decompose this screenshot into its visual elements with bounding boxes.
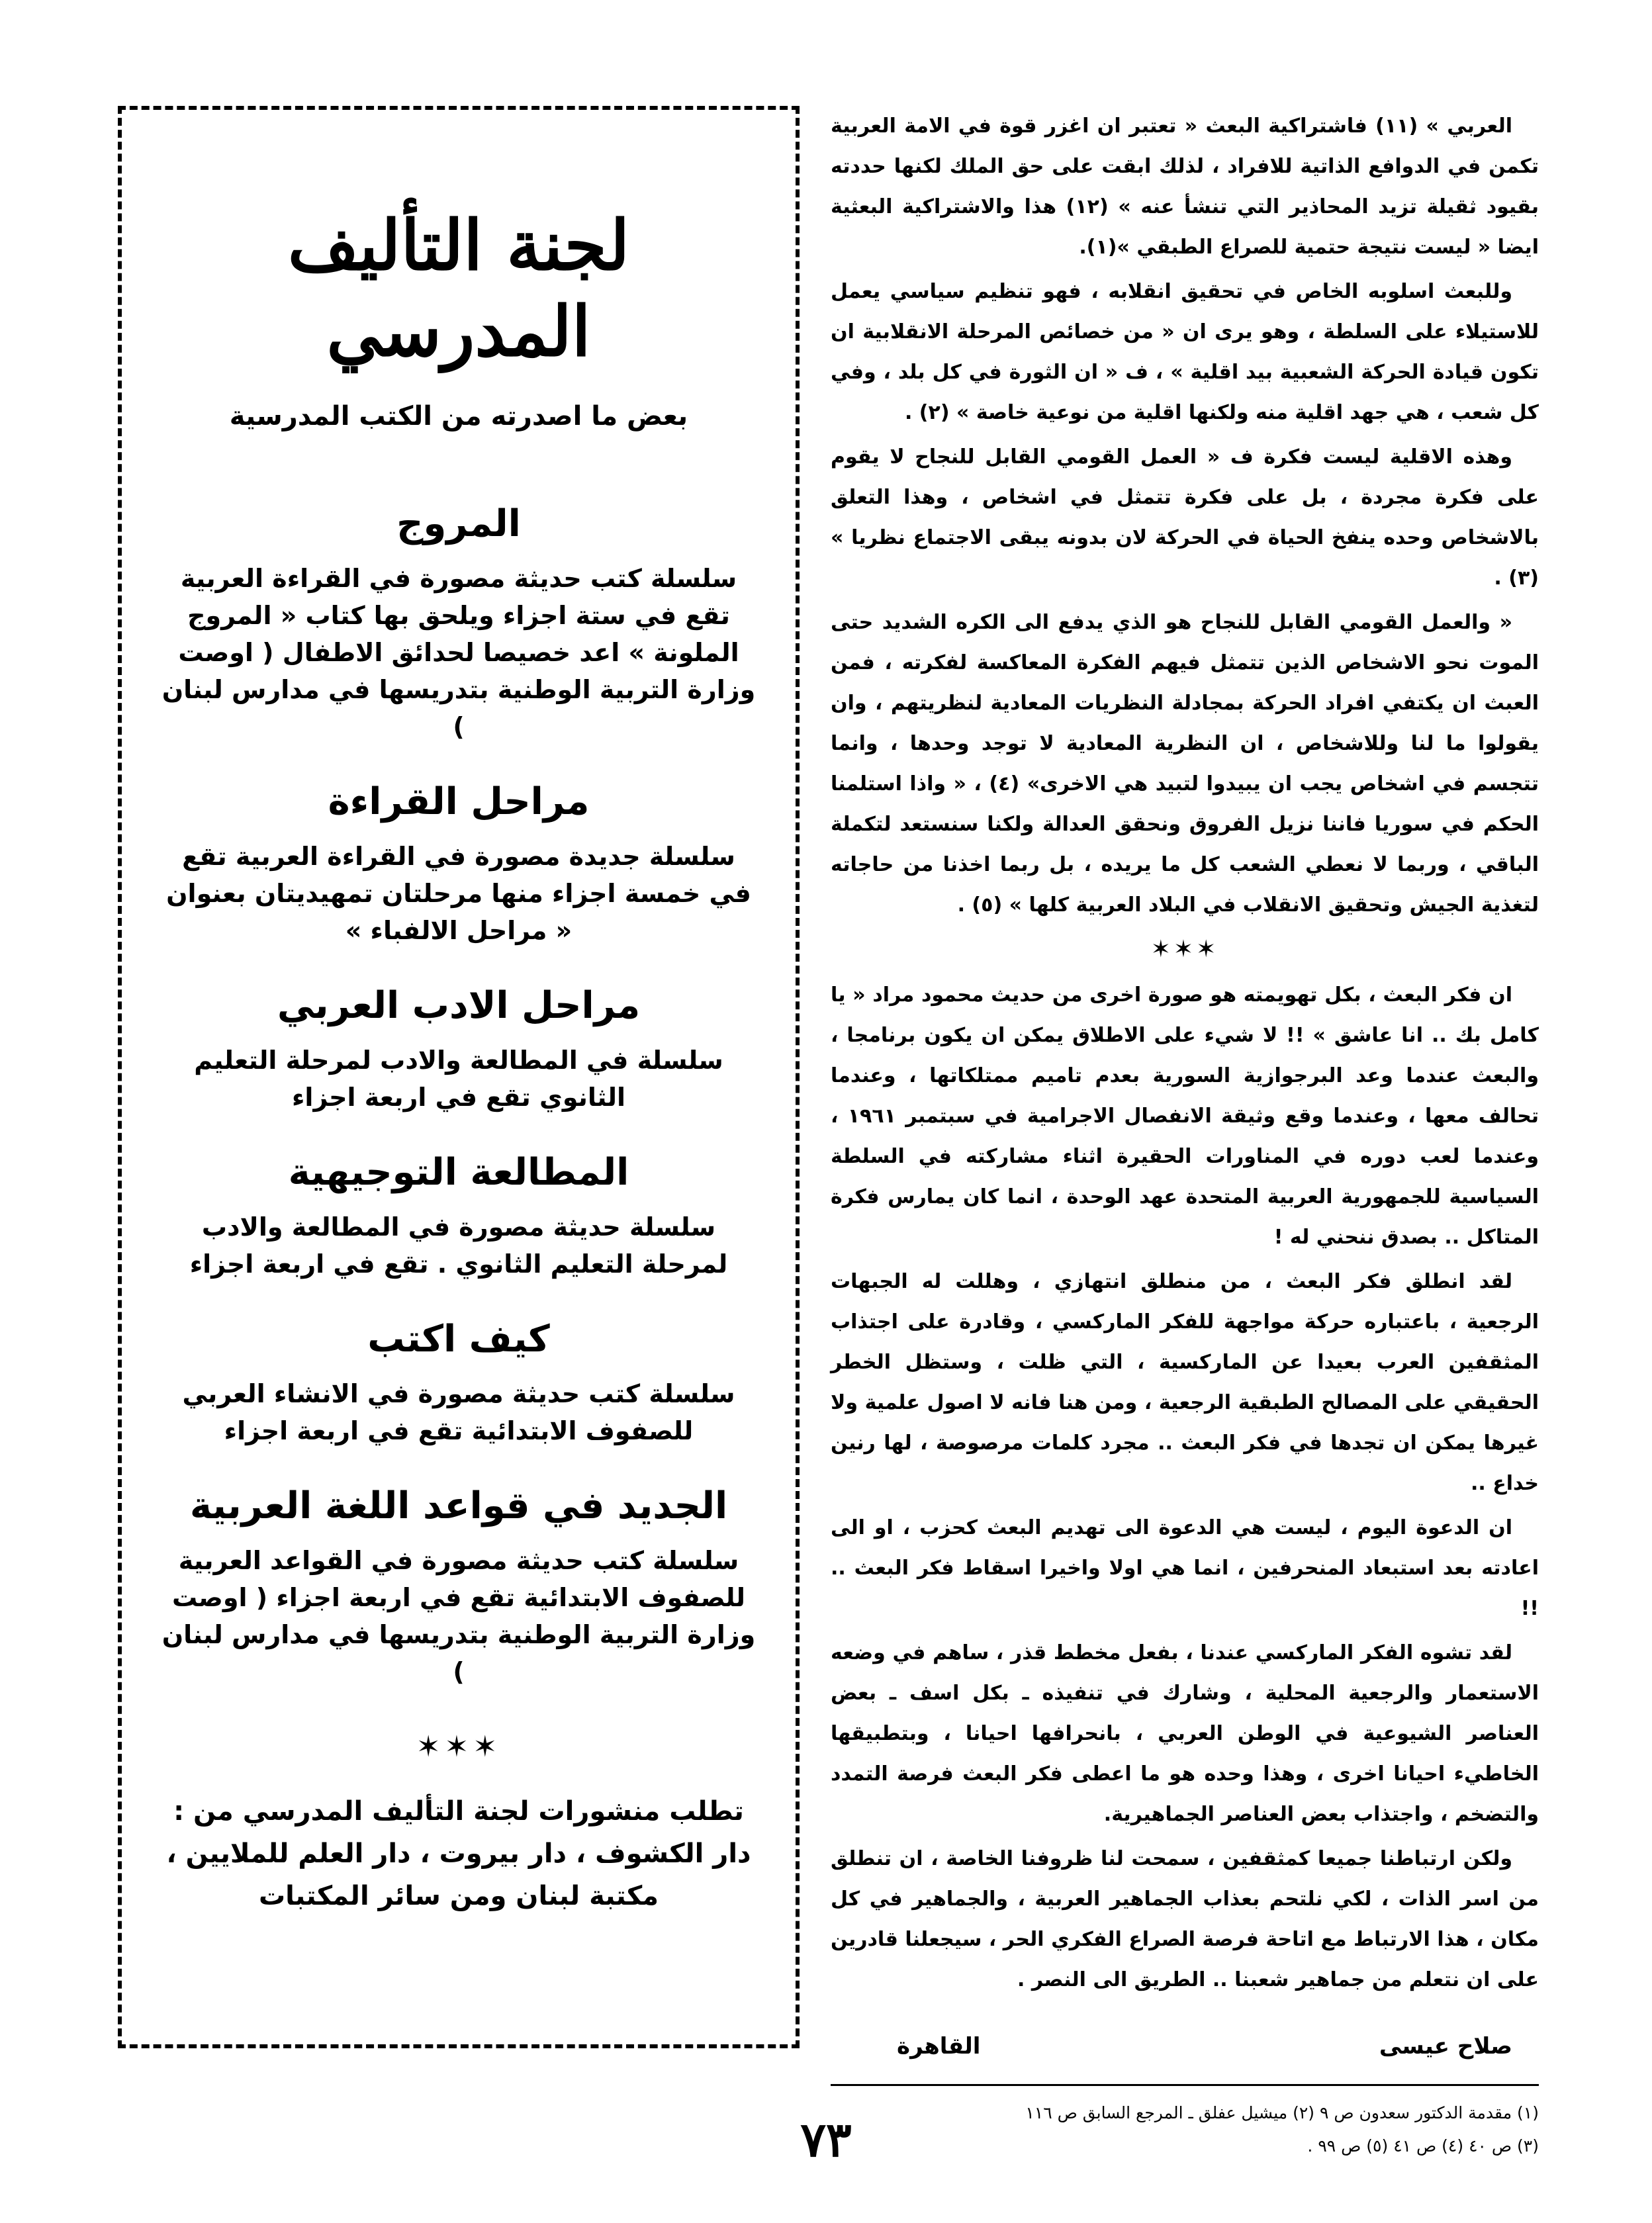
article-paragraph: وللبعث اسلوبه الخاص في تحقيق انقلابه ، فهو تنظيم سياسي يعمل للاستيلاء على السلطة ، وهو يرى ان « من خصائص المرحلة الانقلابية ان تكون قيادة الحركة الشعبية بيد اقلية » ، ف « ان الثورة في كل بلد ، وفي كل شعب ، هي جهد اقلية منه ولكنها اقلية من نوعية خاصة » (٢) . [831, 280, 1539, 424]
author-name: صلاح عيسى [1379, 2033, 1512, 2060]
article-paragraph: لقد انطلق فكر البعث ، من منطلق انتهازي ، وهللت له الجبهات الرجعية ، باعتباره حركة مواجهة للفكر الماركسي ، وقادرة على اجتذاب المثقفين العرب بعيدا عن الماركسية ، التي ظلت ، وستظل الخطر الحقيقي على المصالح الطبقية الرجعية ، ومن هنا فانه لا اصول علمية ولا غيرها يمكن ان تجدها في فكر البعث .. مجرد كلمات مرصوصة ، لها رنين خداع .. [831, 1270, 1539, 1495]
footnote-divider [831, 2084, 1539, 2086]
book-series-description: سلسلة كتب حديثة مصورة في القراءة العربية تقع في ستة اجزاء ويلحق بها كتاب « المروج الملونة » اعد خصيصا لحدائق الاطفال ( اوصت وزارة التربية الوطنية بتدريسها في مدارس لبنان ) [161, 564, 756, 741]
ad-closing-line: مكتبة لبنان ومن سائر المكتبات [258, 1881, 659, 1911]
page-number: ٧٣ [800, 2111, 852, 2167]
book-series-description: سلسلة جديدة مصورة في القراءة العربية تقع في خمسة اجزاء منها مرحلتان تمهيديتان بعنوان « مراحل الالفباء » [166, 842, 751, 945]
section-separator: ✶✶✶ [1150, 936, 1219, 963]
article-paragraph: « والعمل القومي القابل للنجاح هو الذي يدفع الى الكره الشديد حتى الموت نحو الاشخاص الذين تتمثل فيهم الفكرة المعاكسة لفكرته ، فمن العبث ان يكتفي افراد الحركة بمجادلة النظريات المعادية لنظريتهم ، وان يقولوا ما لنا وللاشخاص ، ان النظرية المعادية لا توجد وحدها ، وانما تتجسم في اشخاص يجب ان يبيدوا لتبيد هي الاخرى» (٤) ، « واذا استلمنا الحكم في سوريا فاننا نزيل الفروق ونحقق العدالة ولكنا سنستعد لتكملة الباقي ، وربما لا نعطي الشعب كل ما يريده ، بل ربما اخذنا من حاجاته لتغذية الجيش وتحقيق الانقلاب في البلاد العربية كلها » (٥) . [831, 611, 1539, 917]
ad-closing-line: تطلب منشورات لجنة التأليف المدرسي من : [173, 1796, 744, 1827]
article-paragraph: لقد تشوه الفكر الماركسي عندنا ، بفعل مخطط قذر ، ساهم في وضعه الاستعمار والرجعية المحلية ، وشارك في تنفيذه ـ بكل اسف ـ بعض العناصر الشيوعية في الوطن العربي ، بانحرافها احيانا ، وبتطبيقها الخاطيء احيانا اخرى ، وهذا وحده هو ما اعطى فكر البعث فرصة التمدد والتضخم ، واجتذاب بعض العناصر الجماهيرية. [831, 1641, 1539, 1826]
publisher-advertisement [118, 106, 800, 2048]
ad-closing [161, 1790, 756, 1917]
book-series-description: سلسلة كتب حديثة مصورة في القواعد العربية للصفوف الابتدائية تقع في اربعة اجزاء ( اوصت وزارة التربية الوطنية بتدريسها في مدارس لبنان ) [161, 1546, 756, 1686]
book-series-title: المروج [396, 502, 521, 545]
book-series-description: سلسلة في المطالعة والادب لمرحلة التعليم الثانوي تقع في اربعة اجزاء [194, 1046, 723, 1112]
book-series-title: الجديد في قواعد اللغة العربية [189, 1484, 728, 1527]
city-name: القاهرة [897, 2033, 981, 2060]
article-paragraph: وهذه الاقلية ليست فكرة ف « العمل القومي القابل للنجاح لا يقوم على فكرة مجردة ، بل على فكرة تتمثل في اشخاص ، وهذا التعلق بالاشخاص وحده ينفخ الحياة في الحركة لان بدونه يبقى الاجتماع نظريا » (٣) . [831, 445, 1539, 590]
footnote: (٣) ص ٤٠ (٤) ص ٤١ (٥) ص ٩٩ . [1307, 2136, 1539, 2155]
signature-line [897, 2026, 1512, 2067]
book-series-title: مراحل القراءة [328, 780, 590, 823]
footnote: (١) مقدمة الدكتور سعدون ص ٩ (٢) ميشيل عفلق ـ المرجع السابق ص ١١٦ [1025, 2103, 1539, 2122]
book-series-description: سلسلة حديثة مصورة في المطالعة والادب لمرحلة التعليم الثانوي . تقع في اربعة اجزاء [189, 1212, 728, 1279]
article-column [831, 106, 1539, 2210]
article-paragraph: ان فكر البعث ، بكل تهويمته هو صورة اخرى من حديث محمود مراد « يا كامل بك .. انا عاشق » !! لا شيء على الاطلاق يمكن ان يكون برنامجا ، والبعث عندما وعد البرجوازية السورية بعدم تاميم ممتلكاتها ، وعندما تحالف معها ، وعندما وقع وثيقة الانفصال الاجرامية في سبتمبر ١٩٦١ ، وعندما لعب دوره في المناورات الحقيرة اثناء مشاركته في السلطة السياسية للجمهورية العربية المتحدة عهد الوحدة ، انما كان يمارس فكرة المتاكل .. بصدق ننحني له ! [831, 983, 1539, 1249]
article-paragraph: العربي » (١١) فاشتراكية البعث « تعتبر ان اغزر قوة في الامة العربية تكمن في الدوافع الذاتية للافراد ، لذلك ابقت على حق الملك لكنها حددته بقيود ثقيلة تزيد المحاذير التي تنشأ عنه » (١٢) هذا والاشتراكية البعثية ايضا « ليست نتيجة حتمية للصراع الطبقي »(١). [831, 114, 1539, 259]
ad-separator: ✶✶✶ [416, 1730, 502, 1764]
ad-subtitle: بعض ما اصدرته من الكتب المدرسية [229, 401, 688, 431]
book-series-description: سلسلة كتب حديثة مصورة في الانشاء العربي للصفوف الابتدائية تقع في اربعة اجزاء [182, 1379, 735, 1445]
article-paragraph: ولكن ارتباطنا جميعا كمثقفين ، سمحت لنا ظروفنا الخاصة ، ان تنطلق من اسر الذات ، لكي نلتحم بعذاب الجماهير العربية ، والجماهير في كل مكان ، هذا الارتباط مع اتاحة فرصة الصراع الفكري الحر ، سيجعلنا قادرين على ان نتعلم من جماهير شعبنا .. الطريق الى النصر . [831, 1847, 1539, 1991]
book-series-title: المطالعة التوجيهية [288, 1151, 629, 1194]
book-series-title: مراحل الادب العربي [277, 984, 641, 1027]
book-series-title: كيف اكتب [367, 1318, 550, 1361]
ad-title: لجنة التأليف المدرسي [287, 204, 630, 372]
ad-closing-line: دار الكشوف ، دار بيروت ، دار العلم للملايين ، [166, 1838, 751, 1869]
article-paragraph: ان الدعوة اليوم ، ليست هي الدعوة الى تهديم البعث كحزب ، او الى اعادته بعد استبعاد المنحرفين ، انما هي اولا واخيرا اسقاط فكر البعث .. !! [831, 1516, 1539, 1620]
